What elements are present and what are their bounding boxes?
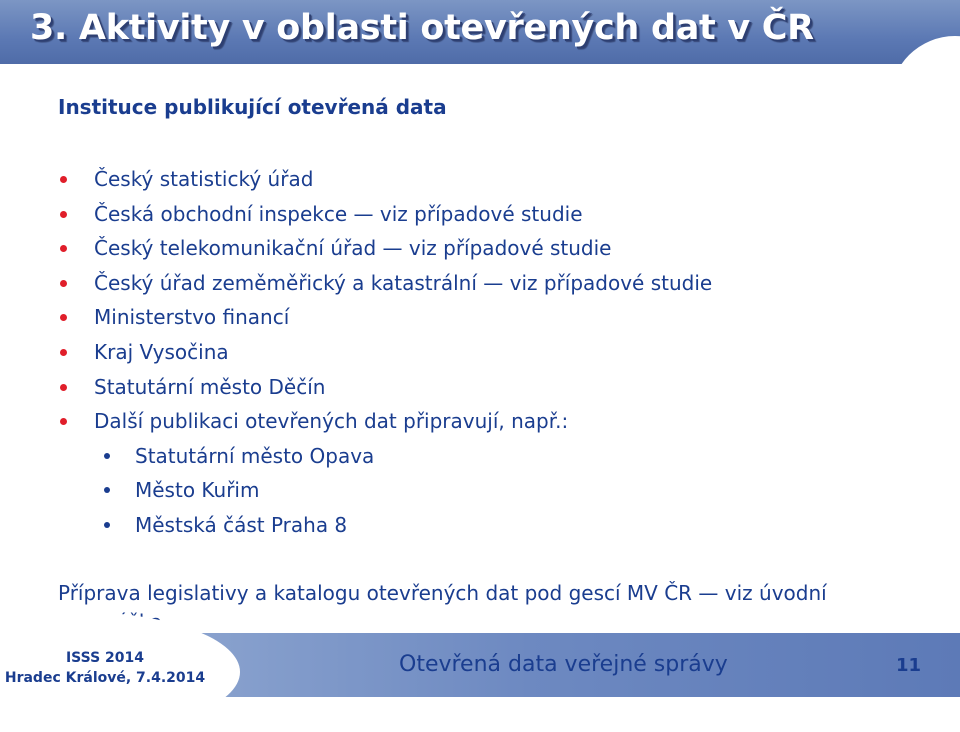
list-item — [58, 266, 712, 301]
list-item-text: Česká obchodní inspekce — viz případové studie — [94, 201, 583, 226]
bullet-icon — [60, 384, 67, 391]
bullet-icon — [60, 245, 67, 252]
list-item-text: Ministerstvo financí — [94, 305, 290, 330]
sub-bullet-icon — [104, 453, 110, 459]
list-item-text: Statutární město Děčín — [94, 374, 326, 399]
bullet-icon — [60, 349, 67, 356]
bullet-icon — [60, 418, 67, 425]
list-item-text: Český telekomunikační úřad — viz případové studie — [94, 236, 612, 261]
page-number: 11 — [896, 655, 922, 676]
list-item-text: Český úřad zeměměřický a katastrální — viz případové studie — [94, 270, 713, 295]
list-item — [58, 231, 712, 266]
sub-list-item — [58, 473, 712, 508]
sub-list-item-text: Statutární město Opava — [135, 443, 375, 468]
list-item — [58, 162, 712, 197]
bullet-icon — [60, 176, 67, 183]
conference-place-date: Hradec Králové, 7.4.2014 — [4, 670, 206, 686]
list-item — [58, 370, 712, 405]
sub-list-item-text: Městská část Praha 8 — [135, 512, 348, 537]
bullet-icon — [60, 314, 67, 321]
bullet-icon — [60, 211, 67, 218]
list-item — [58, 335, 712, 370]
sub-list-item — [58, 508, 712, 543]
sub-bullet-icon — [104, 487, 110, 493]
sub-bullet-icon — [104, 522, 110, 528]
footer-title: Otevřená data veřejné správy — [399, 652, 728, 677]
slide-subtitle: Instituce publikující otevřená data — [58, 95, 447, 119]
list-item — [58, 197, 712, 232]
institution-list — [58, 162, 712, 543]
list-item — [58, 300, 712, 335]
list-item — [58, 404, 712, 439]
sub-list-item — [58, 439, 712, 474]
list-item-text: Kraj Vysočina — [94, 339, 229, 364]
footer-conference — [0, 648, 210, 688]
conference-name: ISSS 2014 — [65, 650, 145, 666]
slide-title: 3. Aktivity v oblasti otevřených dat v ČR — [30, 8, 814, 48]
bullet-icon — [60, 280, 67, 287]
sub-list-item-text: Město Kuřim — [135, 478, 260, 503]
list-item-text: Další publikaci otevřených dat připravují, např.: — [94, 409, 569, 434]
legislation-note: Příprava legislativy a katalogu otevřených dat pod gescí MV ČR — viz úvodní — [58, 581, 827, 605]
list-item-text: Český statistický úřad — [94, 167, 314, 191]
